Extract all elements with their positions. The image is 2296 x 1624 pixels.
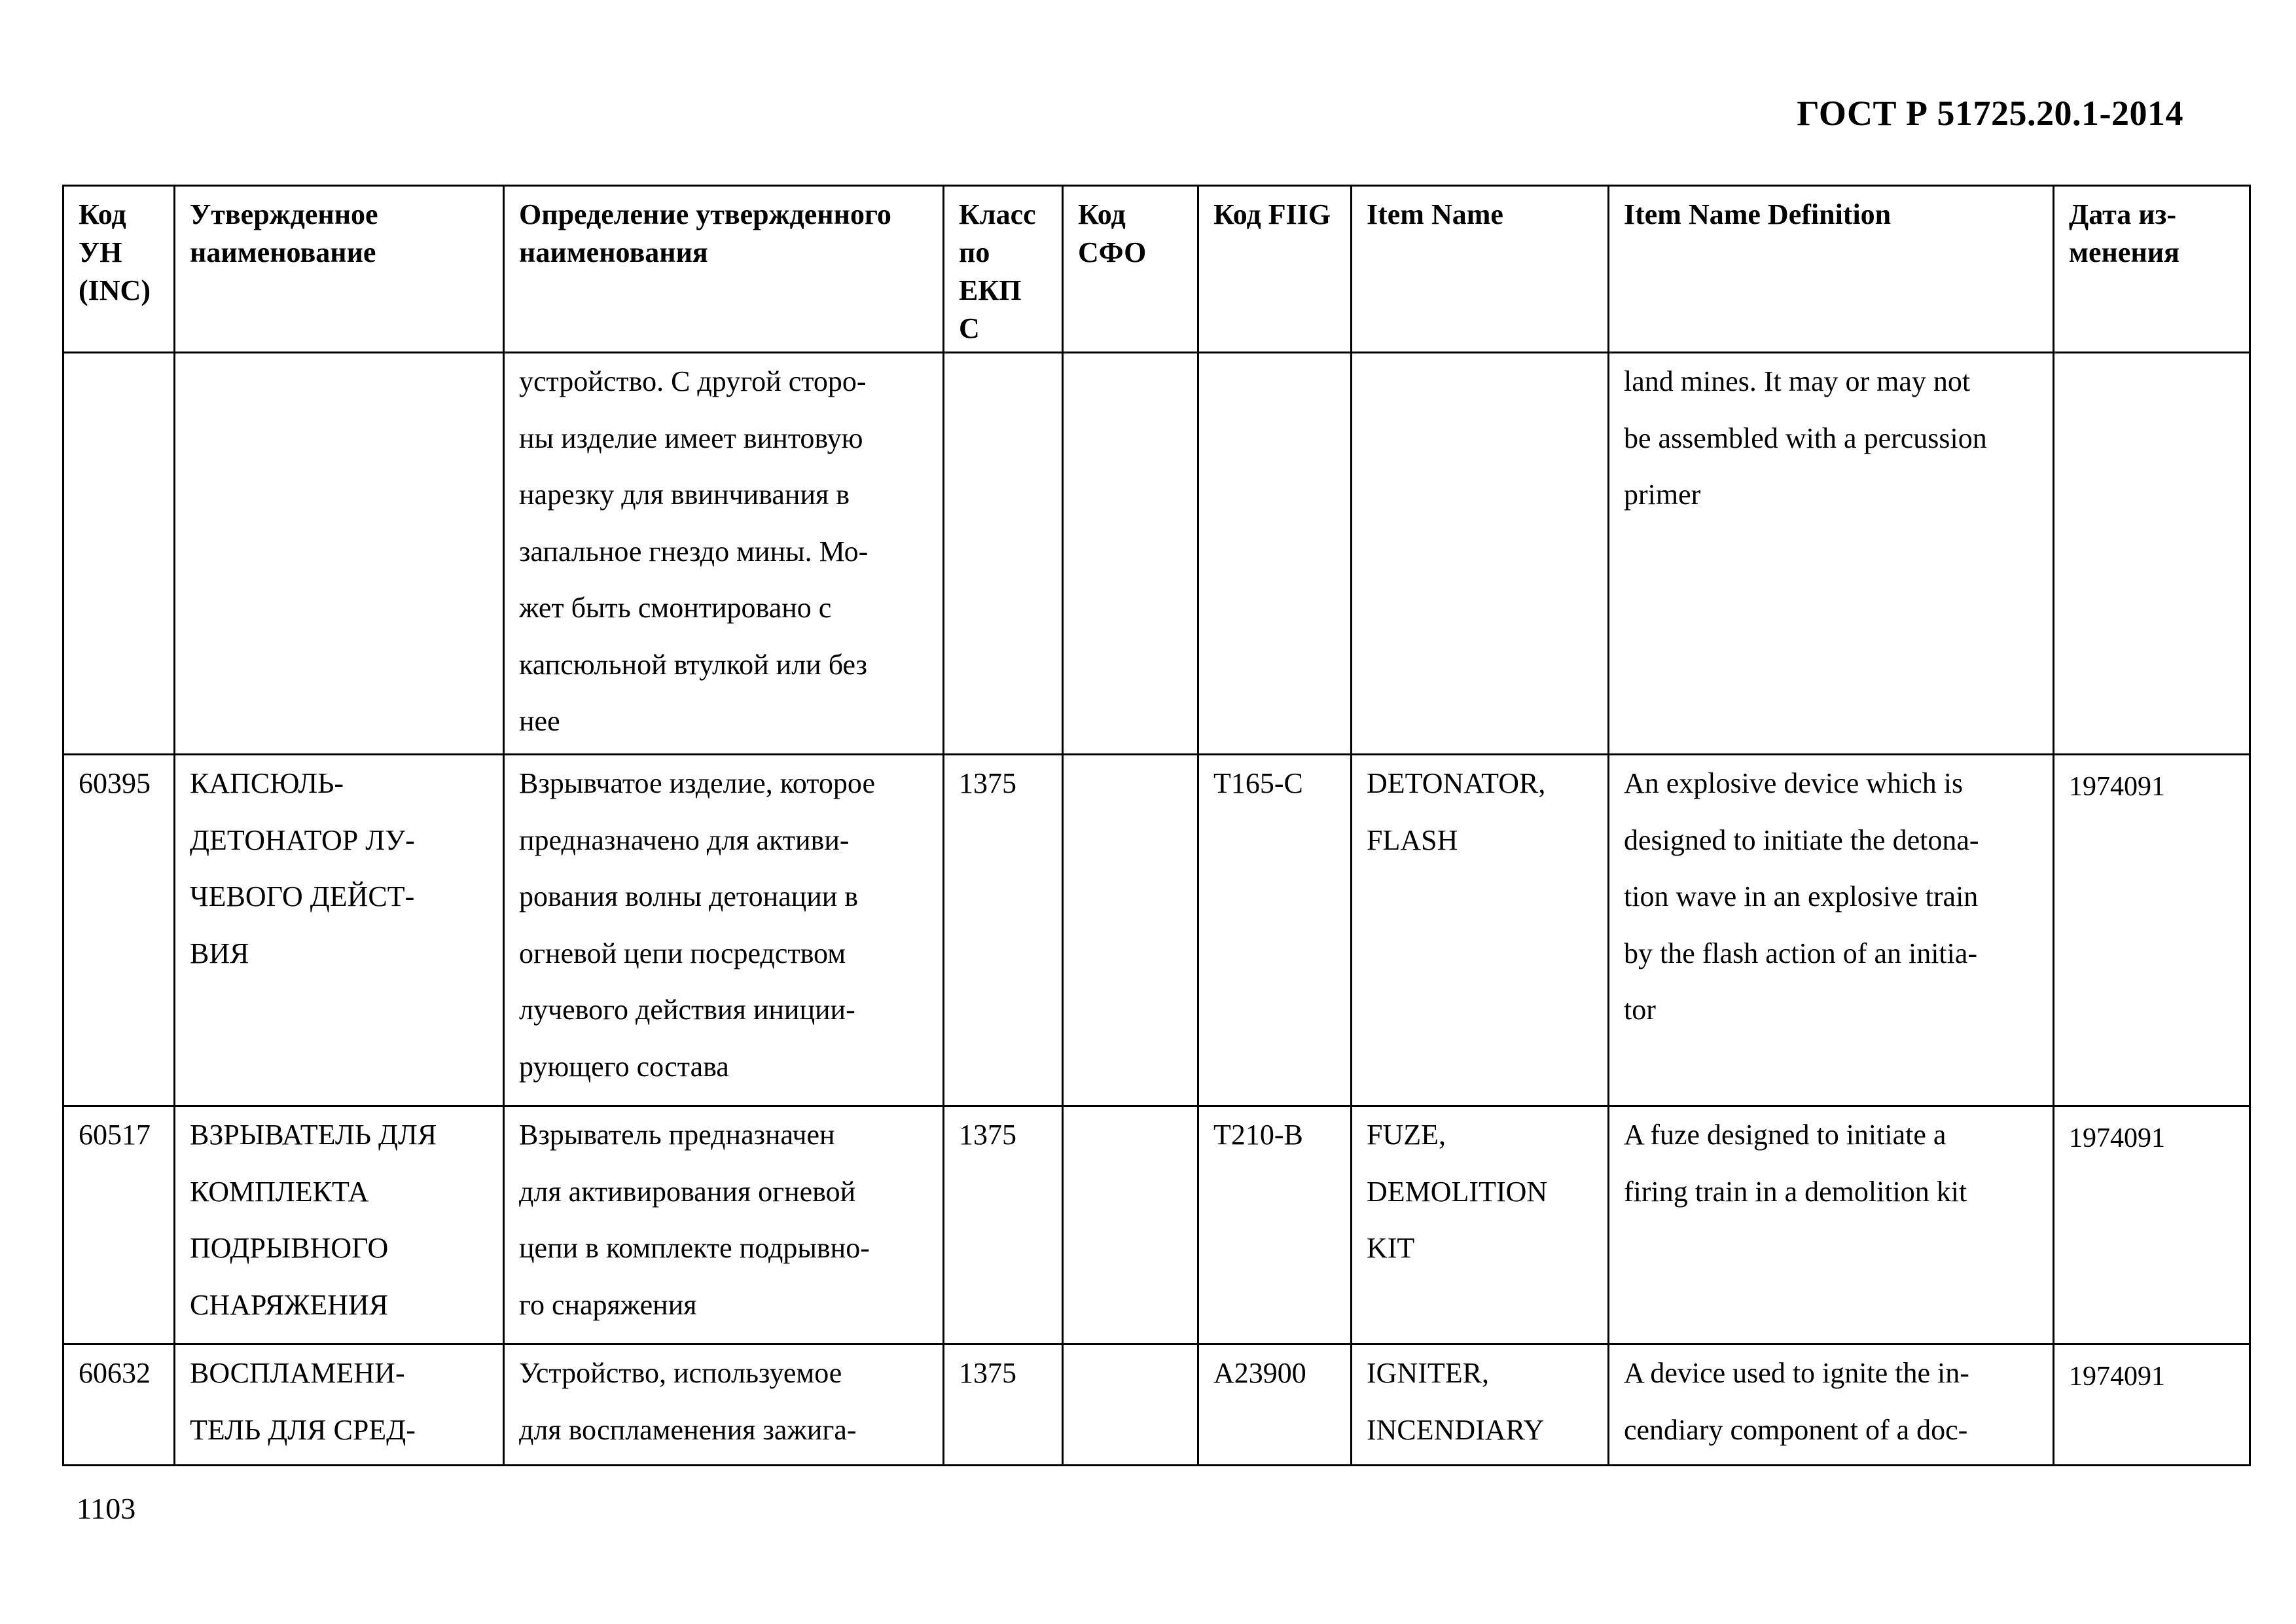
cell-definition-text: Устройство, используемое для воспламенения зажига- bbox=[519, 1357, 857, 1446]
cell-approved-name-text: КАПСЮЛЬ- ДЕТОНАТОР ЛУ- ЧЕВОГО ДЕЙСТ- ВИЯ bbox=[190, 767, 415, 969]
classification-table bbox=[62, 185, 2251, 1466]
cell-item-name-definition bbox=[1609, 353, 2054, 755]
cell-date bbox=[2054, 755, 2250, 1106]
cell-date bbox=[2054, 1106, 2250, 1344]
cell-fiig: A23900 bbox=[1198, 1344, 1352, 1466]
cell-date-text: 1974091 bbox=[2069, 772, 2165, 802]
cell-item-name-definition-text: An explosive device which is designed to initiate the detona- tion wave in an explosive train by the flash action of an initia- tor bbox=[1624, 767, 1979, 1026]
document-id: ГОСТ Р 51725.20.1-2014 bbox=[1797, 94, 2183, 133]
table-row bbox=[63, 1106, 2250, 1344]
cell-approved-name-text: ВОСПЛАМЕНИ- ТЕЛЬ ДЛЯ СРЕД- bbox=[190, 1357, 416, 1446]
cell-item-name-text: DETONATOR, FLASH bbox=[1367, 767, 1546, 856]
cell-class: 1375 bbox=[944, 1106, 1063, 1344]
cell-fiig: T210-B bbox=[1198, 1106, 1352, 1344]
table-row bbox=[63, 1344, 2250, 1466]
col-header-approved-name: Утвержденное наименование bbox=[175, 186, 504, 353]
col-header-sfo: Код СФО bbox=[1063, 186, 1198, 353]
cell-sfo bbox=[1063, 1106, 1198, 1344]
cell-inc: 60517 bbox=[63, 1106, 175, 1344]
cell-date-text: 1974091 bbox=[2069, 1362, 2165, 1392]
cell-date bbox=[2054, 353, 2250, 755]
cell-definition-text: устройство. С другой сторо- ны изделие имеет винтовую нарезку для ввинчивания в запальное гнездо мины. Мо- жет быть смонтировано с капсюльной втулкой или без нее bbox=[519, 365, 869, 737]
cell-approved-name bbox=[175, 1344, 504, 1466]
cell-date-text: 1974091 bbox=[2069, 1123, 2165, 1153]
cell-item-name bbox=[1352, 1344, 1609, 1466]
cell-item-name bbox=[1352, 755, 1609, 1106]
cell-approved-name-text: ВЗРЫВАТЕЛЬ ДЛЯ КОМПЛЕКТА ПОДРЫВНОГО СНАРЯЖЕНИЯ bbox=[190, 1119, 437, 1321]
cell-sfo bbox=[1063, 755, 1198, 1106]
cell-item-name-definition bbox=[1609, 1106, 2054, 1344]
cell-item-name-definition bbox=[1609, 1344, 2054, 1466]
cell-inc bbox=[63, 353, 175, 755]
cell-item-name bbox=[1352, 353, 1609, 755]
cell-item-name-text: FUZE, DEMOLITION KIT bbox=[1367, 1119, 1548, 1264]
cell-class: 1375 bbox=[944, 755, 1063, 1106]
col-header-date: Дата из-менения bbox=[2054, 186, 2250, 353]
cell-fiig: T165-C bbox=[1198, 755, 1352, 1106]
cell-definition bbox=[504, 1344, 944, 1466]
cell-item-name bbox=[1352, 1106, 1609, 1344]
cell-date bbox=[2054, 1344, 2250, 1466]
col-header-item-name-definition: Item Name Definition bbox=[1609, 186, 2054, 353]
cell-approved-name bbox=[175, 353, 504, 755]
cell-definition-text: Взрыватель предназначен для активирования огневой цепи в комплекте подрывно- го снаряжения bbox=[519, 1119, 870, 1321]
cell-approved-name bbox=[175, 755, 504, 1106]
table-row bbox=[63, 353, 2250, 755]
col-header-fiig: Код FIIG bbox=[1198, 186, 1352, 353]
cell-class bbox=[944, 353, 1063, 755]
cell-fiig bbox=[1198, 353, 1352, 755]
table-row bbox=[63, 755, 2250, 1106]
cell-definition bbox=[504, 1106, 944, 1344]
cell-definition bbox=[504, 755, 944, 1106]
cell-definition bbox=[504, 353, 944, 755]
cell-date-text bbox=[2069, 353, 2237, 370]
cell-class: 1375 bbox=[944, 1344, 1063, 1466]
cell-sfo bbox=[1063, 1344, 1198, 1466]
cell-item-name-text: IGNITER, INCENDIARY bbox=[1367, 1357, 1545, 1446]
col-header-item-name: Item Name bbox=[1352, 186, 1609, 353]
cell-definition-text: Взрывчатое изделие, которое предназначено для активи- рования волны детонации в огневой цепи посредством лучевого действия иниции- рующего состава bbox=[519, 767, 875, 1083]
page-number: 1103 bbox=[77, 1492, 136, 1525]
cell-inc: 60632 bbox=[63, 1344, 175, 1466]
col-header-inc: Код УН (INC) bbox=[63, 186, 175, 353]
cell-sfo bbox=[1063, 353, 1198, 755]
cell-approved-name bbox=[175, 1106, 504, 1344]
cell-item-name-definition-text: A device used to ignite the in- cendiary component of a doc- bbox=[1624, 1357, 1969, 1446]
cell-item-name-definition-text: A fuze designed to initiate a firing train in a demolition kit bbox=[1624, 1119, 1967, 1208]
col-header-class: Класс по ЕКП С bbox=[944, 186, 1063, 353]
cell-inc: 60395 bbox=[63, 755, 175, 1106]
col-header-definition: Определение утвержденного наименования bbox=[504, 186, 944, 353]
table-header-row bbox=[63, 186, 2250, 353]
cell-item-name-definition-text: land mines. It may or may not be assembled with a percussion primer bbox=[1624, 365, 1987, 511]
cell-item-name-definition bbox=[1609, 755, 2054, 1106]
